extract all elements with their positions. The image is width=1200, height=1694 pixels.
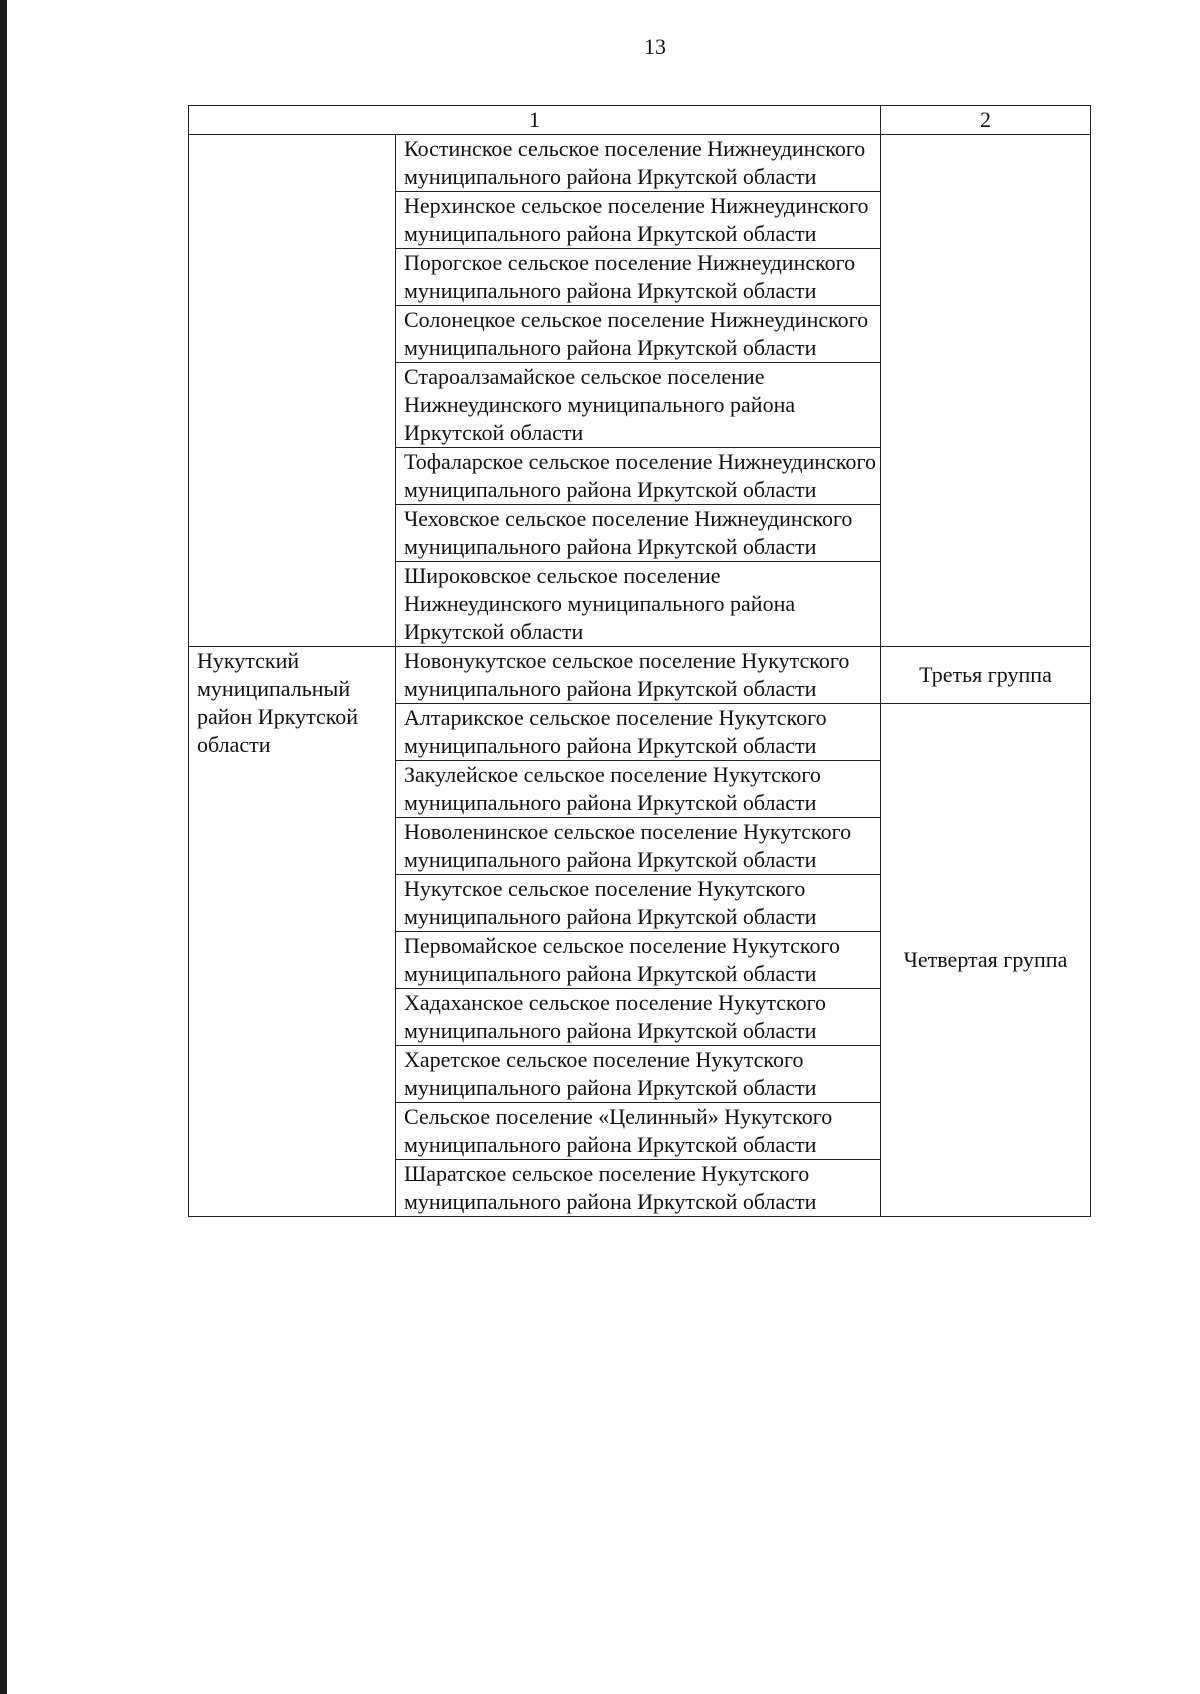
settlement-cell: Сельское поселение «Целинный» Нукутского муниципального района Иркутской области xyxy=(396,1103,881,1160)
settlement-cell: Тофаларское сельское поселение Нижнеудинского муниципального района Иркутской области xyxy=(396,448,881,505)
table-header-row xyxy=(189,106,1091,135)
settlement-cell: Порогское сельское поселение Нижнеудинского муниципального района Иркутской области xyxy=(396,249,881,306)
settlement-cell: Закулейское сельское поселение Нукутского муниципального района Иркутской области xyxy=(396,761,881,818)
settlement-cell: Хадаханское сельское поселение Нукутского муниципального района Иркутской области xyxy=(396,989,881,1046)
settlement-cell: Первомайское сельское поселение Нукутского муниципального района Иркутской области xyxy=(396,932,881,989)
settlement-cell: Нукутское сельское поселение Нукутского муниципального района Иркутской области xyxy=(396,875,881,932)
settlements-table xyxy=(188,105,1091,1217)
settlement-cell: Нерхинское сельское поселение Нижнеудинского муниципального района Иркутской области xyxy=(396,192,881,249)
district-cell-continued xyxy=(189,135,396,647)
settlement-cell: Широковское сельское поселение Нижнеудинского муниципального района Иркутской области xyxy=(396,562,881,647)
header-col-1: 1 xyxy=(189,106,881,135)
settlement-cell: Солонецкое сельское поселение Нижнеудинского муниципального района Иркутской области xyxy=(396,306,881,363)
header-col-2: 2 xyxy=(881,106,1091,135)
table-row xyxy=(189,135,1091,192)
group-label-third: Третья группа xyxy=(881,647,1091,704)
page-number: 13 xyxy=(644,34,666,59)
district-name-cell: Нукутский муниципальный район Иркутской области xyxy=(189,647,396,1217)
group-cell-continued xyxy=(881,135,1091,647)
settlement-cell: Шаратское сельское поселение Нукутского муниципального района Иркутской области xyxy=(396,1160,881,1217)
settlement-cell: Новонукутское сельское поселение Нукутского муниципального района Иркутской области xyxy=(396,647,881,704)
settlement-cell: Новоленинское сельское поселение Нукутского муниципального района Иркутской области xyxy=(396,818,881,875)
settlement-cell: Алтарикское сельское поселение Нукутского муниципального района Иркутской области xyxy=(396,704,881,761)
settlement-cell: Харетское сельское поселение Нукутского муниципального района Иркутской области xyxy=(396,1046,881,1103)
settlement-cell: Чеховское сельское поселение Нижнеудинского муниципального района Иркутской области xyxy=(396,505,881,562)
scan-edge xyxy=(0,0,7,1694)
table-row xyxy=(189,647,1091,704)
group-label-fourth: Четвертая группа xyxy=(881,704,1091,1217)
settlement-cell: Костинское сельское поселение Нижнеудинского муниципального района Иркутской области xyxy=(396,135,881,192)
settlement-cell: Староалзамайское сельское поселение Нижнеудинского муниципального района Иркутской области xyxy=(396,363,881,448)
